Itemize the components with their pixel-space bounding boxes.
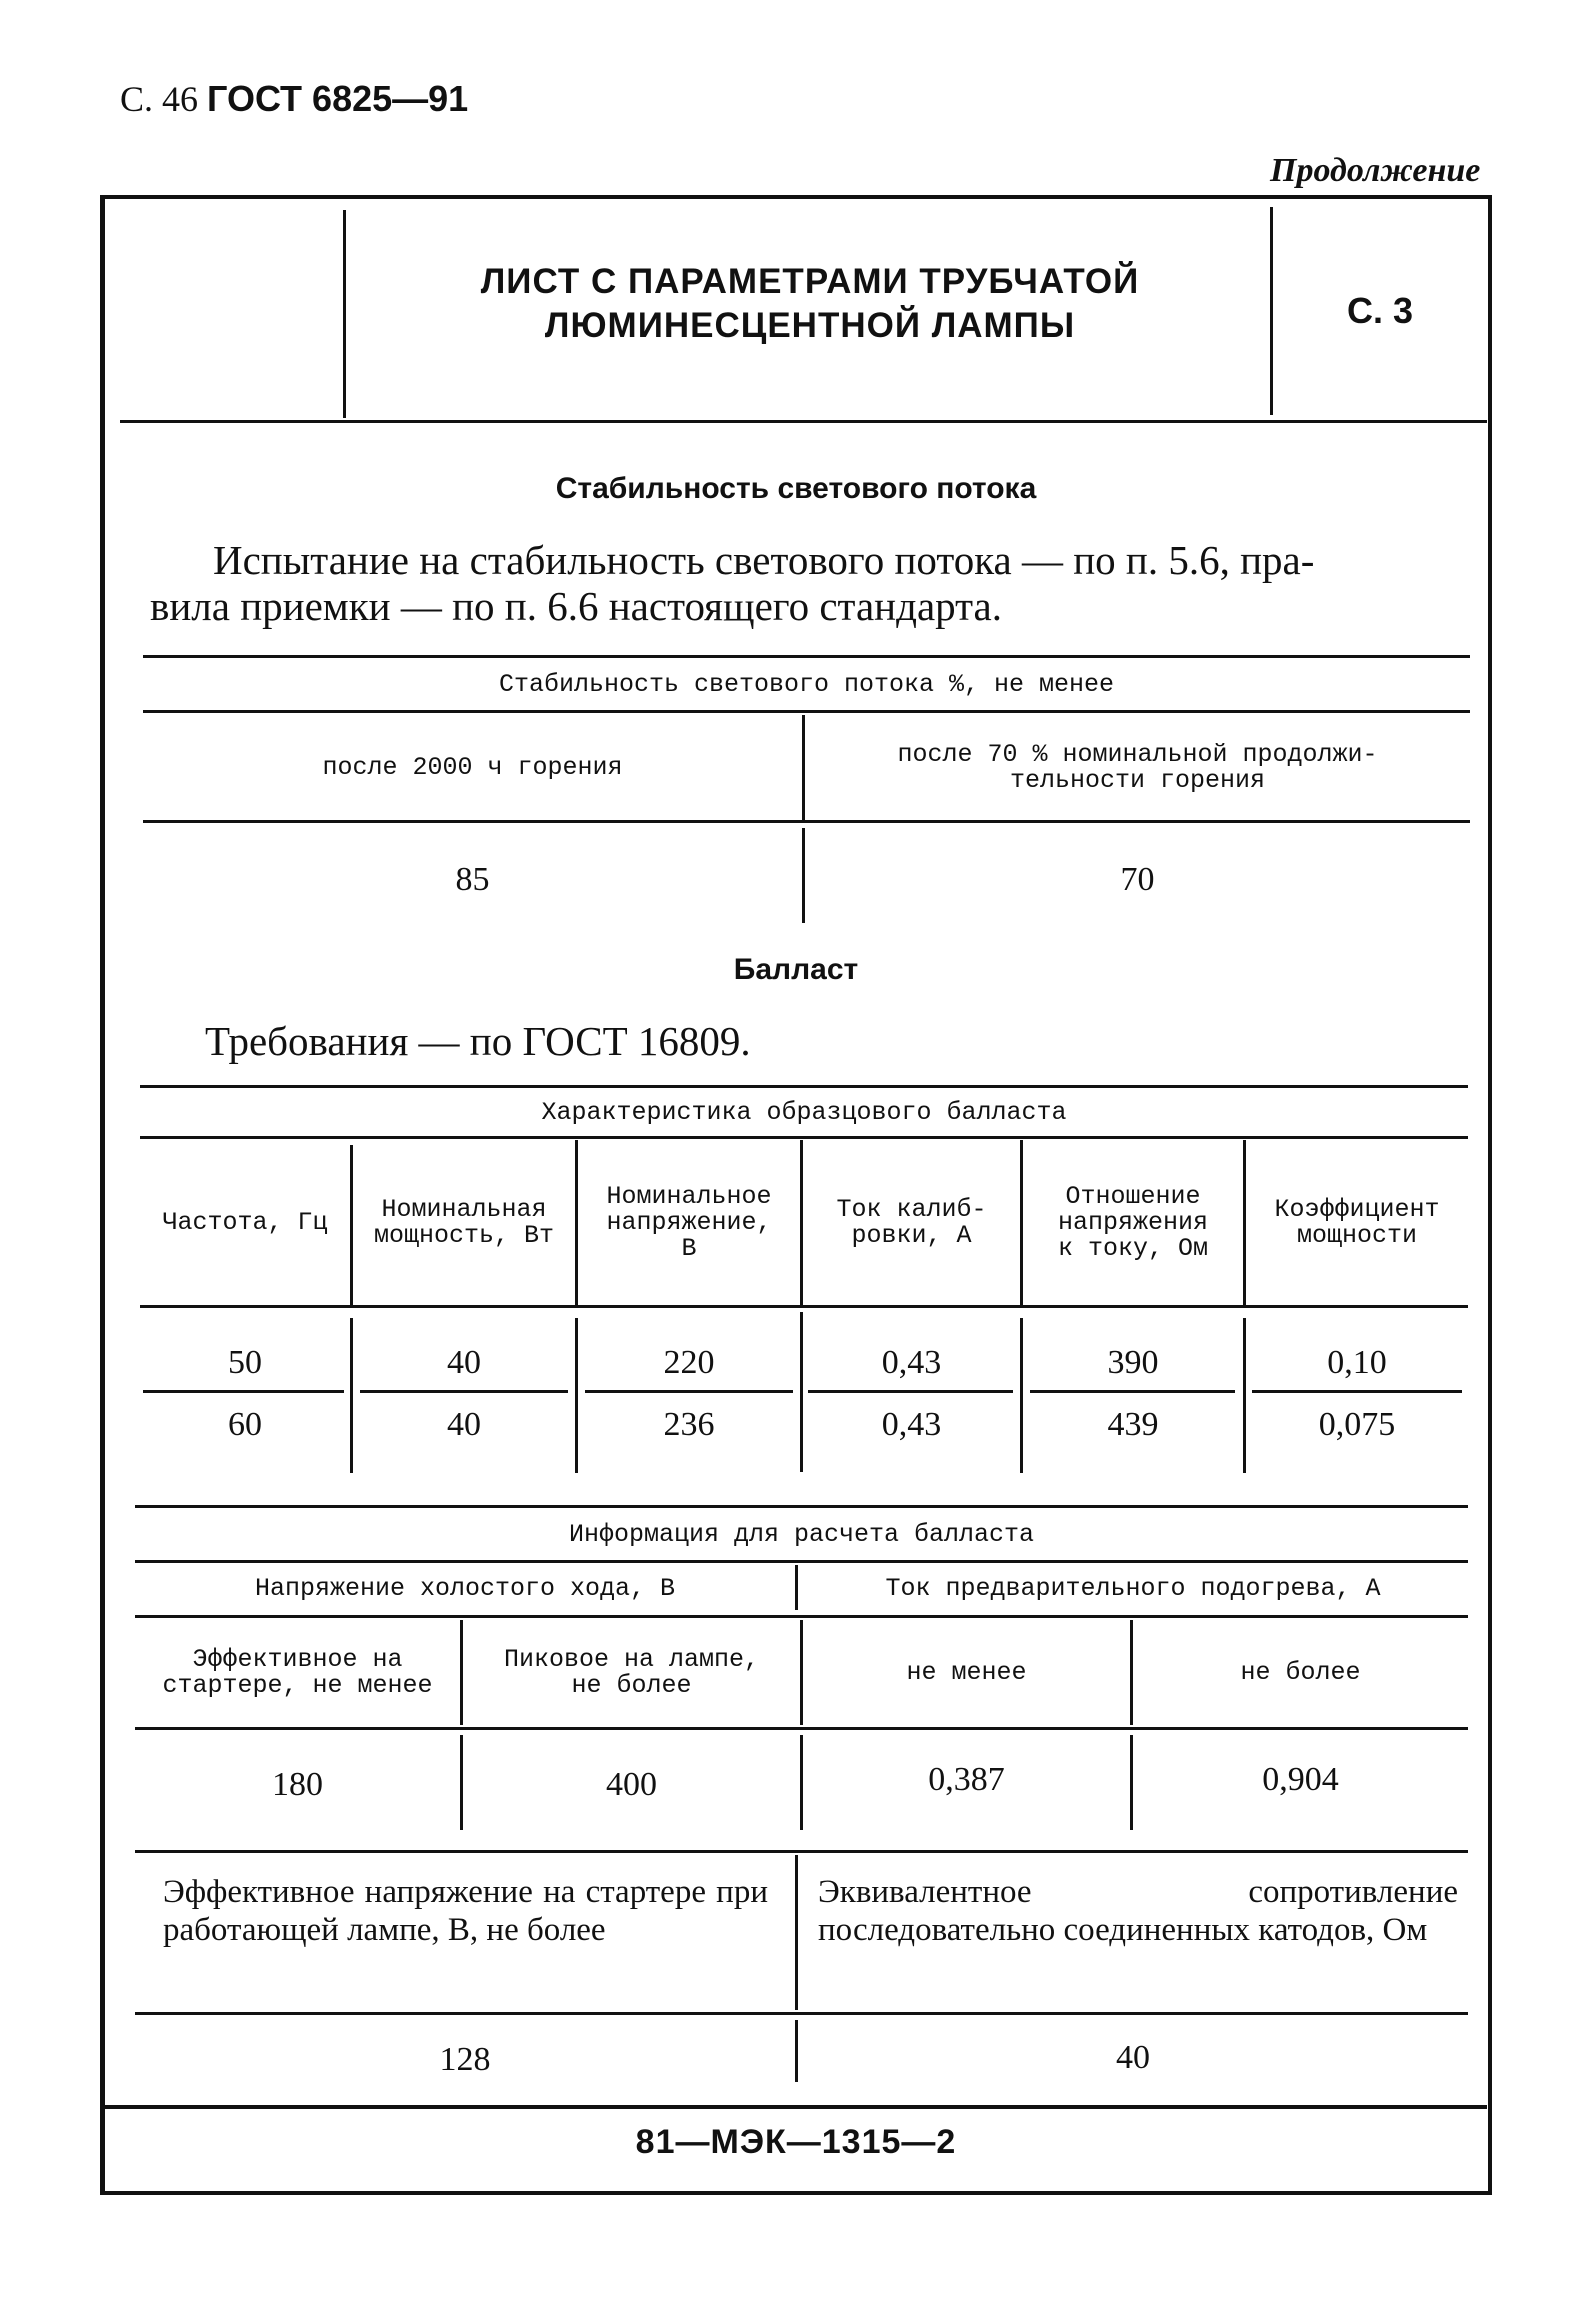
calc-sub-rule xyxy=(135,1727,1468,1730)
standard-code: ГОСТ 6825—91 xyxy=(207,78,469,119)
title-bottom-rule xyxy=(120,420,1487,423)
ballast-cell: 390 xyxy=(1107,1344,1159,1381)
ballast-header-pf-line1: Коэффициент xyxy=(1274,1194,1440,1224)
ballast-cell: 0,43 xyxy=(881,1344,942,1381)
ballast-header-voltage-line1: Номинальное xyxy=(606,1181,772,1211)
document-footer-code: 81—МЭК—1315—2 xyxy=(635,2123,957,2161)
lower-left-label: Эффективное напряжение на стартере при работающей лампе, В, не более xyxy=(163,1874,768,1948)
calc-value: 180 xyxy=(272,1766,323,1803)
calc-sub-max: не более xyxy=(1240,1657,1361,1687)
ballast-header-power-line1: Номинальная xyxy=(381,1194,547,1224)
ballast-header-current xyxy=(803,1140,1020,1305)
lower-divider xyxy=(795,1855,798,2010)
lower-right-value: 40 xyxy=(1116,2039,1150,2076)
stability-col2-header xyxy=(805,715,1470,820)
ballast-cell: 40 xyxy=(447,1344,481,1381)
ballast-requirement: Требования — по ГОСТ 16809. xyxy=(205,1018,751,1064)
sheet-number: С. 3 xyxy=(1346,290,1414,331)
ballast-cell: 0,075 xyxy=(1318,1406,1396,1443)
row-rule xyxy=(1030,1390,1235,1393)
ballast-title-rule xyxy=(140,1136,1468,1139)
row-rule xyxy=(585,1390,793,1393)
sheet-title-line1: ЛИСТ С ПАРАМЕТРАМИ ТРУБЧАТОЙ xyxy=(480,262,1140,301)
ballast-table-title: Характеристика образцового балласта xyxy=(541,1098,1067,1127)
calc-sub2-line2: не более xyxy=(571,1670,692,1700)
ballast-header-ratio-line2: напряжения xyxy=(1057,1207,1209,1237)
stability-paragraph-line1: Испытание на стабильность светового потока — по п. 5.6, пра- xyxy=(213,537,1315,583)
ballast-header-ratio-line3: к току, Ом xyxy=(1057,1233,1209,1263)
ballast-header-pf-line2: мощности xyxy=(1296,1220,1418,1250)
calc-sub-min: не менее xyxy=(906,1657,1027,1687)
calc-group-preheat: Ток предварительного подогрева, А xyxy=(885,1574,1381,1603)
calc-sub-lamp-peak xyxy=(463,1620,800,1725)
stability-col2-header-line2: тельности горения xyxy=(1009,765,1266,795)
sheet-title-line2: ЛЮМИНЕСЦЕНТНОЙ ЛАМПЫ xyxy=(544,306,1076,345)
ballast-header-frequency: Частота, Гц xyxy=(162,1207,328,1237)
calc-value: 0,904 xyxy=(1262,1761,1339,1798)
footer-rule xyxy=(105,2105,1487,2109)
sheet-title xyxy=(350,260,1270,348)
ballast-cell: 0,10 xyxy=(1327,1344,1387,1381)
row-rule xyxy=(360,1390,568,1393)
page-number: С. 46 xyxy=(120,79,199,119)
calc-table-top-rule xyxy=(135,1505,1468,1508)
ballast-header-current-line1: Ток калиб- xyxy=(836,1194,987,1224)
lower-label-rule xyxy=(135,2012,1468,2015)
ballast-cell: 50 xyxy=(228,1344,262,1381)
continuation-label: Продолжение xyxy=(1270,152,1481,189)
calc-group-open-circuit: Напряжение холостого хода, В xyxy=(254,1574,676,1603)
stability-table-title: Стабильность светового потока %, не менее xyxy=(498,670,1115,699)
ballast-cell: 0,43 xyxy=(881,1406,942,1443)
calc-sub-starter-effective xyxy=(135,1620,460,1725)
calc-sub2-line1: Пиковое на лампе, xyxy=(503,1644,760,1674)
ballast-header-voltage-line2: напряжение, xyxy=(606,1207,772,1237)
ballast-heading: Балласт xyxy=(733,953,859,986)
row-rule xyxy=(143,1390,344,1393)
stability-header-rule xyxy=(143,820,1470,823)
stability-paragraph-line2: вила приемки — по п. 6.6 настоящего стандарта. xyxy=(150,583,1002,629)
ballast-header-voltage-line3: В xyxy=(681,1233,697,1263)
calc-sub1-line1: Эффективное на xyxy=(192,1644,403,1674)
lower-left-value: 128 xyxy=(439,2041,491,2078)
ballast-header-power xyxy=(353,1140,575,1305)
stability-table-top-rule xyxy=(143,655,1470,658)
calc-table-title: Информация для расчета балласта xyxy=(568,1520,1035,1549)
ballast-table-top-rule xyxy=(140,1085,1468,1088)
ballast-header-ratio xyxy=(1023,1140,1243,1305)
page-header xyxy=(120,78,468,120)
ballast-cell: 40 xyxy=(447,1406,481,1443)
calc-sub1-line2: стартере, не менее xyxy=(162,1670,433,1700)
lower-right-label: Эквивалентное сопротивление последовательно соединенных катодов, Ом xyxy=(818,1874,1458,1948)
calc-title-rule xyxy=(135,1560,1468,1563)
row-rule xyxy=(1252,1390,1462,1393)
ballast-cell: 220 xyxy=(663,1344,715,1381)
calc-values-rule xyxy=(135,1850,1468,1853)
stability-col2-value: 70 xyxy=(1120,861,1155,898)
title-divider-left xyxy=(343,210,346,418)
stability-heading: Стабильность светового потока xyxy=(555,472,1037,505)
stability-title-rule xyxy=(143,710,1470,713)
calc-value: 400 xyxy=(606,1766,657,1803)
ballast-cell: 236 xyxy=(663,1406,715,1443)
stability-col1-value: 85 xyxy=(455,861,490,898)
stability-col2-header-line1: после 70 % номинальной продолжи- xyxy=(897,739,1378,769)
ballast-header-power-factor xyxy=(1246,1140,1468,1305)
stability-col1-header: после 2000 ч горения xyxy=(322,752,623,782)
calc-group-rule xyxy=(135,1615,1468,1618)
ballast-cell: 60 xyxy=(228,1406,262,1443)
row-rule xyxy=(808,1390,1013,1393)
ballast-header-power-line2: мощность, Вт xyxy=(373,1220,555,1250)
ballast-cell: 439 xyxy=(1107,1406,1159,1443)
ballast-header-ratio-line1: Отношение xyxy=(1065,1181,1201,1211)
ballast-header-current-line2: ровки, А xyxy=(851,1220,972,1250)
ballast-header-rule xyxy=(140,1305,1468,1308)
calc-value: 0,387 xyxy=(928,1761,1005,1798)
ballast-header-voltage xyxy=(578,1140,800,1305)
